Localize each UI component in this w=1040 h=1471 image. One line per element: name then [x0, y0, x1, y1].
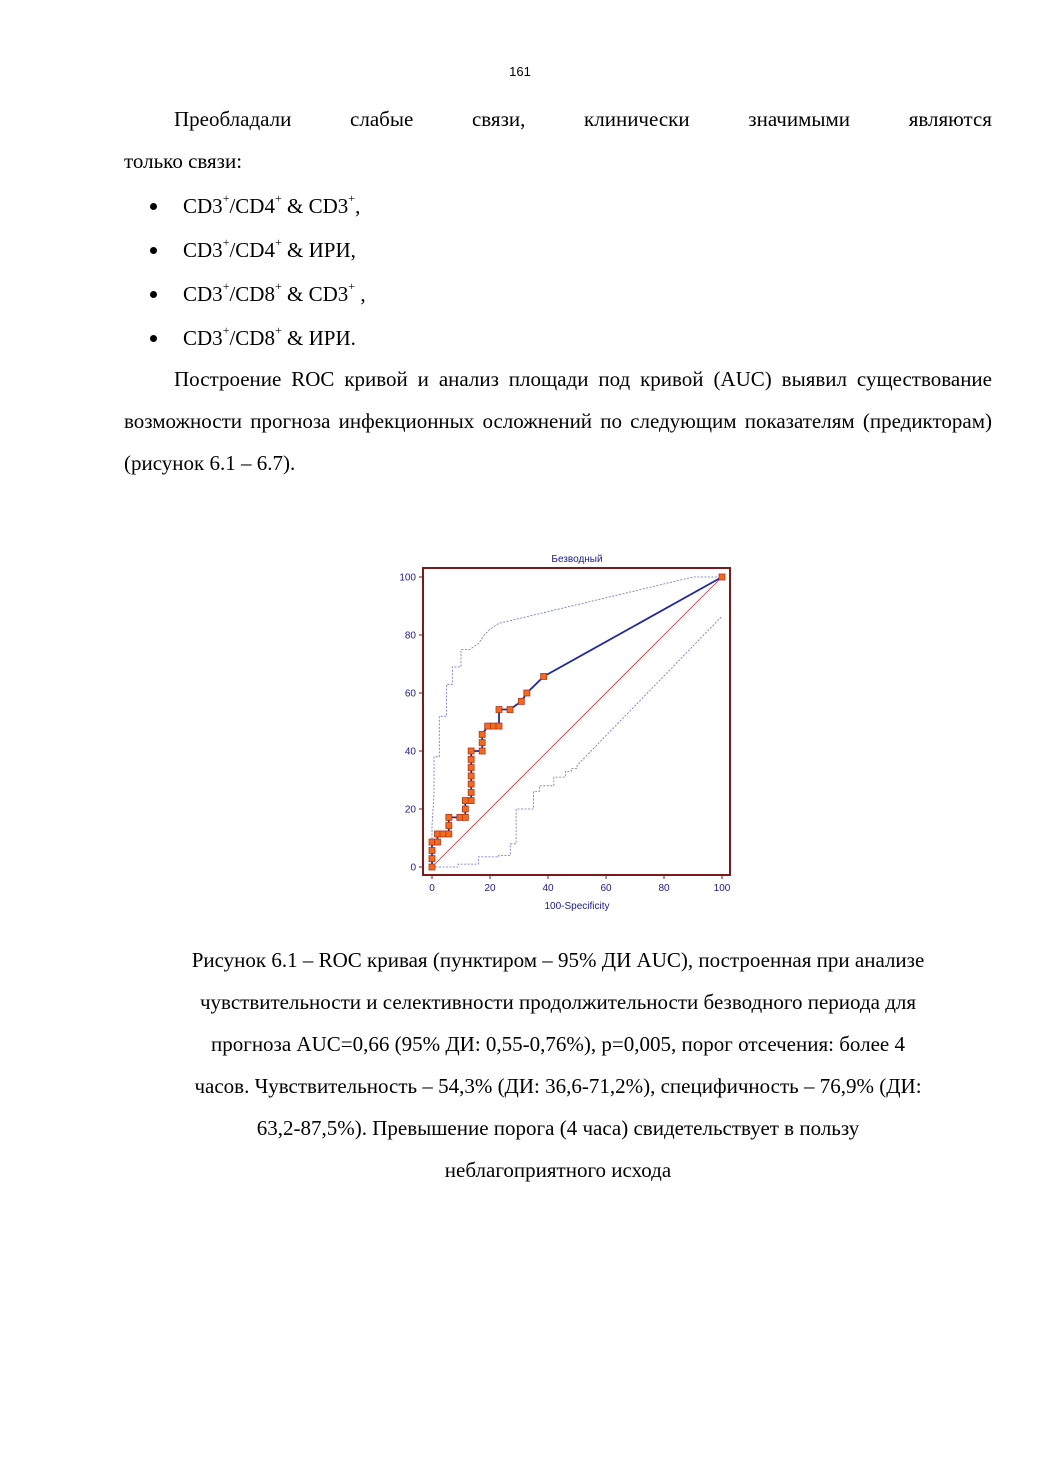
- roc-point-marker: [446, 823, 452, 829]
- roc-point-marker: [457, 814, 463, 820]
- roc-point-marker: [468, 756, 474, 762]
- roc-point-marker: [496, 707, 502, 713]
- bullet-icon: [150, 203, 157, 210]
- x-tick-label: 100: [713, 883, 731, 894]
- roc-point-marker: [479, 740, 485, 746]
- caption-line: Рисунок 6.1 – ROC кривая (пунктиром – 95% ДИ AUC), построенная при анализе: [191, 948, 925, 972]
- roc-point-marker: [435, 831, 441, 837]
- caption-line: чувствительности и селективности продолжительности безводного периода для: [199, 990, 917, 1014]
- caption-line: неблагоприятного исхода: [444, 1158, 672, 1182]
- paragraph-roc-intro: Построение ROC кривой и анализ площади под кривой (AUC) выявил существование возможности прогноза инфекционных осложнений по следующим показателям (предикторам) (рисунок 6.1 – 6.7).: [124, 367, 992, 475]
- y-tick-label: 100: [399, 572, 416, 584]
- list-item: [150, 272, 366, 316]
- word: являются: [908, 107, 992, 131]
- roc-point-marker: [485, 723, 491, 729]
- roc-point-marker: [468, 781, 474, 787]
- word: значимыми: [748, 107, 851, 131]
- roc-point-marker: [468, 773, 474, 779]
- roc-point-marker: [479, 748, 485, 754]
- roc-point-marker: [468, 765, 474, 771]
- paragraph-weak-links: [124, 98, 992, 182]
- ci-lower-line: [432, 616, 722, 867]
- roc-point-marker: [429, 864, 435, 870]
- roc-chart: [390, 546, 750, 918]
- roc-point-marker: [719, 574, 725, 580]
- roc-point-marker: [490, 723, 496, 729]
- roc-figure: [390, 546, 750, 918]
- y-tick-label: 40: [404, 746, 416, 758]
- roc-point-marker: [429, 847, 435, 853]
- roc-point-marker: [429, 839, 435, 845]
- word: клинически: [584, 107, 690, 131]
- y-tick-label: 60: [404, 688, 416, 700]
- bullet-text: CD3+/CD8+ & CD3+ ,: [183, 279, 366, 306]
- bullet-text: CD3+/CD8+ & ИРИ.: [183, 323, 356, 350]
- bullet-icon: [150, 247, 157, 254]
- paragraph-line: только связи:: [124, 149, 243, 173]
- roc-point-marker: [468, 798, 474, 804]
- roc-point-marker: [524, 690, 530, 696]
- roc-point-marker: [435, 839, 441, 845]
- roc-point-marker: [446, 814, 452, 820]
- bullet-text: CD3+/CD4+ & ИРИ,: [183, 235, 356, 262]
- bullet-icon: [150, 291, 157, 298]
- roc-point-marker: [462, 806, 468, 812]
- roc-point-marker: [468, 789, 474, 795]
- roc-point-marker: [468, 748, 474, 754]
- page-number: 161: [509, 64, 531, 79]
- x-tick-label: 0: [429, 883, 435, 894]
- roc-point-marker: [496, 723, 502, 729]
- diagonal-reference-line: [432, 577, 722, 867]
- figure-caption: [124, 939, 992, 1191]
- word: связи,: [471, 107, 526, 131]
- bullet-text: CD3+/CD4+ & CD3+,: [183, 191, 361, 218]
- roc-point-marker: [462, 814, 468, 820]
- roc-point-marker: [518, 698, 524, 704]
- roc-point-marker: [541, 673, 547, 679]
- y-tick-label: 80: [404, 630, 416, 642]
- list-item: [150, 228, 366, 272]
- caption-line: 63,2-87,5%). Превышение порога (4 часа) свидетельствует в пользу: [256, 1116, 860, 1140]
- chart-title: Безводный: [551, 554, 603, 565]
- caption-line: часов. Чувствительность – 54,3% (ДИ: 36,6-71,2%), специфичность – 76,9% (ДИ:: [194, 1074, 922, 1098]
- word: Преобладали: [174, 107, 292, 131]
- x-tick-label: 80: [658, 883, 670, 894]
- list-item: [150, 316, 366, 360]
- y-tick-label: 20: [404, 804, 416, 816]
- x-tick-label: 40: [542, 883, 554, 894]
- caption-line: прогноза AUC=0,66 (95% ДИ: 0,55-0,76%), p=0,005, порог отсечения: более 4: [210, 1032, 906, 1056]
- bullet-icon: [150, 335, 157, 342]
- x-axis-label: 100-Specificity: [544, 901, 610, 912]
- roc-point-marker: [507, 707, 513, 713]
- bullet-list: [150, 184, 366, 360]
- x-tick-label: 20: [484, 883, 496, 894]
- y-tick-label: 0: [410, 862, 416, 874]
- roc-point-marker: [479, 731, 485, 737]
- roc-point-marker: [440, 831, 446, 837]
- roc-point-marker: [429, 856, 435, 862]
- paragraph-line: [124, 98, 992, 140]
- word: слабые: [350, 107, 414, 131]
- roc-point-marker: [446, 831, 452, 837]
- list-item: [150, 184, 366, 228]
- plot-frame: [423, 568, 730, 875]
- x-tick-label: 60: [600, 883, 612, 894]
- roc-point-marker: [462, 798, 468, 804]
